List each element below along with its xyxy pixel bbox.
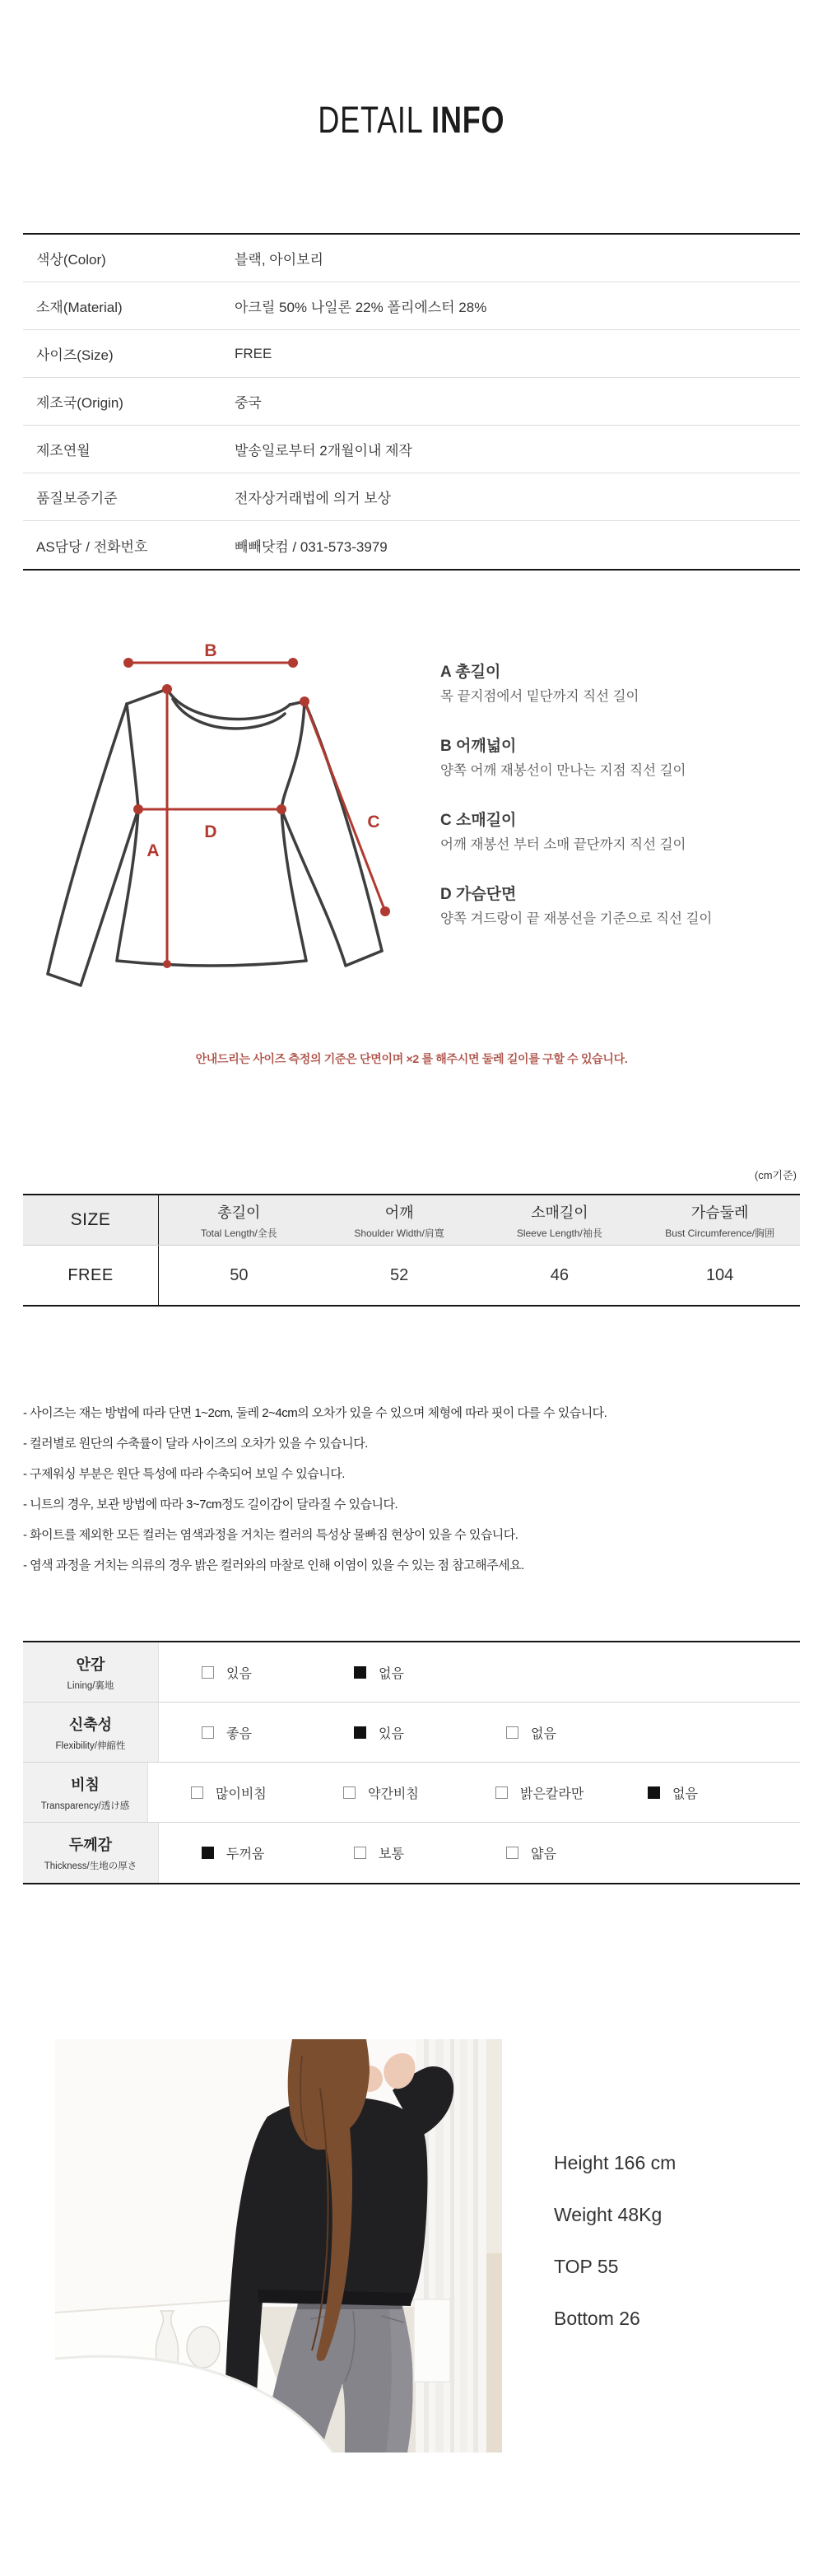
table-row — [23, 1703, 800, 1763]
fabric-attributes-table — [23, 1641, 800, 1884]
attr-option-label: 약간비침 — [368, 1786, 419, 1801]
garment-measure-diagram — [33, 622, 420, 1017]
measure-letter-d: D — [204, 822, 217, 841]
table-row — [23, 426, 800, 473]
checkbox-icon — [202, 1726, 214, 1739]
note-line: - 염색 과정을 거치는 의류의 경우 밝은 컬러와의 마찰로 인해 이염이 있을 수 있는 점 참고해주세요. — [23, 1558, 524, 1572]
table-row — [23, 1246, 800, 1305]
table-row — [23, 1823, 800, 1883]
checkbox-icon — [495, 1786, 508, 1799]
attr-option-label: 있음 — [379, 1726, 404, 1741]
table-row — [23, 521, 800, 569]
cm-unit-note: (cm기준) — [754, 1169, 797, 1181]
attr-option — [354, 1843, 506, 1862]
size-table-header — [23, 1195, 800, 1246]
checkbox-icon — [202, 1847, 214, 1859]
attr-label — [23, 1823, 159, 1883]
model-info-line: Weight 48Kg — [554, 2204, 663, 2225]
legend-item-desc: 양쪽 어깨 재봉선이 만나는 지점 직선 길이 — [440, 763, 686, 778]
checkbox-icon — [191, 1786, 203, 1799]
info-value: 아크릴 50% 나일론 22% 폴리에스터 28% — [235, 300, 487, 315]
attr-label-ko: 두께감 — [68, 1837, 113, 1853]
note-line: - 사이즈는 재는 방법에 따라 단면 1~2cm, 둘레 2~4cm의 오차가 있을 수 있으며 체형에 따라 핏이 다를 수 있습니다. — [23, 1406, 607, 1420]
legend-item-title: C 소매길이 — [440, 812, 517, 829]
checkbox-icon — [343, 1786, 356, 1799]
attr-option-label: 없음 — [531, 1726, 556, 1741]
table-row — [23, 282, 800, 330]
model-info-line: Bottom 26 — [554, 2308, 640, 2329]
attr-label-ko: 비침 — [71, 1776, 100, 1793]
measure-letter-c: C — [367, 813, 380, 831]
checkbox-icon — [354, 1726, 366, 1739]
model-info-line: Height 166 cm — [554, 2152, 677, 2173]
attr-label-sub: Lining/裏地 — [67, 1680, 114, 1691]
model-info — [554, 2137, 676, 2345]
note-line: - 컬러별로 원단의 수축률이 달라 사이즈의 오차가 있을 수 있습니다. — [23, 1437, 368, 1451]
table-row — [23, 235, 800, 282]
info-value: 발송일로부터 2개월이내 제작 — [235, 443, 412, 459]
size-row-name: FREE — [23, 1246, 159, 1305]
info-value: FREE — [235, 345, 272, 361]
attr-option — [191, 1783, 343, 1802]
size-col-sub: Total Length/全長 — [201, 1227, 277, 1239]
info-label: 품질보증기준 — [36, 491, 118, 506]
attr-option-label: 있음 — [226, 1666, 252, 1681]
attr-label — [23, 1763, 148, 1822]
size-col-header — [159, 1195, 319, 1245]
attr-options — [159, 1703, 800, 1762]
size-col-ko: 가슴둘레 — [690, 1204, 749, 1221]
table-row — [23, 473, 800, 521]
size-col-ko: 어깨 — [384, 1204, 414, 1221]
legend-item-title: A 총길이 — [440, 664, 501, 681]
measure-legend — [440, 664, 794, 960]
attr-options — [159, 1823, 800, 1883]
measure-letter-a: A — [146, 841, 160, 860]
size-col-ko: 총길이 — [217, 1204, 261, 1221]
info-label: 색상(Color) — [36, 252, 106, 268]
legend-item-desc: 양쪽 겨드랑이 끝 재봉선을 기준으로 직선 길이 — [440, 911, 713, 926]
legend-item-desc: 목 끝지점에서 밑단까지 직선 길이 — [440, 689, 639, 704]
attr-label-sub: Thickness/生地の厚さ — [44, 1861, 137, 1871]
page-title — [0, 99, 823, 142]
legend-item-title: D 가슴단면 — [440, 886, 517, 903]
attr-option — [202, 1723, 354, 1742]
size-col-sub: Bust Circumference/胸囲 — [665, 1227, 774, 1239]
attr-option — [354, 1723, 506, 1742]
size-col-sub: Shoulder Width/肩寛 — [354, 1227, 444, 1239]
attr-label — [23, 1703, 159, 1762]
size-measure-note: 안내드리는 사이즈 측정의 기준은 단면이며 ×2 를 해주시면 둘레 길이를 구할 수 있습니다. — [195, 1052, 628, 1065]
notes-list — [23, 1398, 813, 1581]
product-info-table — [23, 233, 800, 571]
size-value: 50 — [230, 1265, 249, 1284]
note-line: - 니트의 경우, 보관 방법에 따라 3~7cm정도 길이감이 달라질 수 있습니다. — [23, 1498, 398, 1512]
attr-option-label: 많이비침 — [216, 1786, 267, 1801]
attr-option — [648, 1783, 800, 1802]
info-label: 제조연월 — [36, 443, 91, 459]
legend-item-desc: 어깨 재봉선 부터 소매 끝단까지 직선 길이 — [440, 837, 686, 852]
model-info-line: TOP 55 — [554, 2256, 619, 2277]
page-title-bold: INFO — [431, 99, 505, 141]
size-col-header — [319, 1195, 480, 1245]
attr-label-ko: 안감 — [76, 1656, 105, 1673]
checkbox-icon — [506, 1726, 518, 1739]
attr-option-label: 없음 — [672, 1786, 698, 1801]
info-label: AS담당 / 전화번호 — [36, 538, 148, 555]
table-row — [23, 1763, 800, 1823]
attr-label-sub: Flexibility/伸縮性 — [55, 1740, 126, 1751]
checkbox-icon — [354, 1847, 366, 1859]
attr-label-sub: Transparency/透け感 — [40, 1800, 130, 1811]
attr-options — [148, 1763, 800, 1822]
attr-option-label: 밝은칼라만 — [520, 1786, 584, 1801]
table-row — [23, 1642, 800, 1703]
attr-option — [202, 1843, 354, 1862]
measure-line-a — [162, 684, 172, 968]
attr-option — [354, 1663, 506, 1682]
attr-option-label: 두꺼움 — [226, 1847, 265, 1861]
table-row — [23, 378, 800, 426]
checkbox-icon — [506, 1847, 518, 1859]
measure-letter-b: B — [204, 641, 217, 660]
model-photo — [55, 2039, 502, 2453]
attr-option-label: 좋음 — [226, 1726, 252, 1741]
size-value: 104 — [705, 1265, 734, 1284]
info-value: 빼빼닷컴 / 031-573-3979 — [235, 538, 388, 555]
attr-option-label: 없음 — [379, 1666, 404, 1681]
list-item — [440, 738, 794, 779]
attr-option-label: 보통 — [379, 1847, 404, 1861]
attr-option — [495, 1783, 648, 1802]
info-label: 제조국(Origin) — [36, 395, 123, 411]
measure-line-d — [133, 804, 286, 814]
attr-option — [343, 1783, 495, 1802]
attr-options — [159, 1642, 800, 1702]
size-col-header — [639, 1195, 800, 1245]
info-label: 소재(Material) — [36, 300, 123, 315]
size-value: 52 — [390, 1265, 409, 1284]
page-title-light: DETAIL — [318, 99, 424, 141]
info-value: 중국 — [235, 395, 262, 411]
list-item — [440, 664, 794, 705]
size-value: 46 — [550, 1265, 569, 1284]
attr-option-label: 얇음 — [531, 1847, 556, 1861]
info-value: 블랙, 아이보리 — [235, 252, 323, 268]
attr-label-ko: 신축성 — [68, 1716, 113, 1733]
table-row — [23, 330, 800, 378]
note-line: - 화이트를 제외한 모든 컬러는 염색과정을 거치는 컬러의 특성상 물빠짐 현상이 있을 수 있습니다. — [23, 1528, 518, 1542]
info-value: 전자상거래법에 의거 보상 — [235, 491, 392, 506]
legend-item-title: B 어깨넓이 — [440, 738, 517, 755]
checkbox-icon — [648, 1786, 660, 1799]
attr-label — [23, 1642, 159, 1702]
list-item — [440, 812, 794, 853]
size-col-sub: Sleeve Length/袖長 — [516, 1227, 602, 1239]
info-label: 사이즈(Size) — [36, 347, 114, 363]
size-col-header — [480, 1195, 640, 1245]
attr-option — [202, 1663, 354, 1682]
note-line: - 구제워싱 부분은 원단 특성에 따라 수축되어 보일 수 있습니다. — [23, 1467, 345, 1481]
checkbox-icon — [202, 1666, 214, 1679]
list-item — [440, 886, 794, 927]
size-col-ko: 소매길이 — [531, 1204, 588, 1221]
size-table-corner: SIZE — [23, 1195, 159, 1245]
attr-option — [506, 1843, 658, 1862]
checkbox-icon — [354, 1666, 366, 1679]
size-table — [23, 1194, 800, 1307]
attr-option — [506, 1723, 658, 1742]
